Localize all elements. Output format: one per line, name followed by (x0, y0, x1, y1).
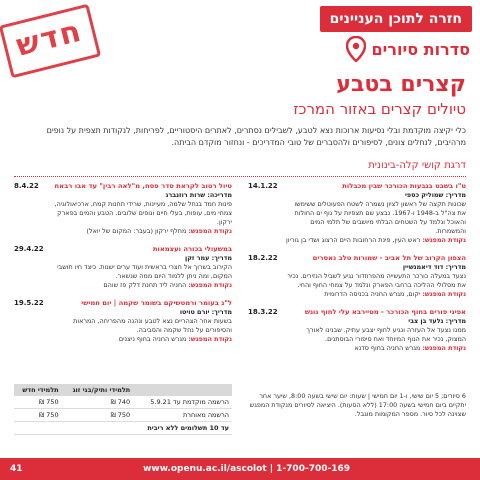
table-cell: עד 10 תשלומים ללא ריבית (133, 422, 232, 435)
table-cell: 750 ₪ (14, 396, 62, 409)
tour-item (14, 182, 232, 236)
page-number: 41 (10, 464, 23, 474)
table-header: תלמידי חדש (14, 384, 62, 396)
difficulty-level: דרגת קושי קלה-בינונית (368, 160, 466, 171)
tour-guide: מדריכה: שרות רוזנברג (165, 191, 232, 199)
tour-title: אפיגי פורים בחוף הכורכר - מטיירבא עלי לחוף נוגש (304, 308, 466, 316)
location-pin-icon (346, 36, 366, 62)
course-notes: 6 סיורים; 5 יום שישי, ו-1 יום חמישי | שעות: יום שישי בשעה 8:00, שיער אחר יתקיים ביום חמישי בשעה 17:00 (ללא הסעות). היציאה לסיורים מנקודת המפגש שצוינה לכל סיור. מספר המקומות מוגבל. (249, 392, 466, 418)
tour-meeting-point: נקודת המפגש: מחלף ירקון (בעבר: המקום של יואל) (86, 227, 232, 235)
tour-meeting-point: נקודת המפגש: מגרש החניה בחוף סדנא (354, 344, 466, 352)
tour-date: 18.3.22 (248, 308, 278, 316)
table-cell (62, 422, 134, 435)
tour-date: 14.1.22 (248, 182, 278, 190)
tour-guide: מדריך: דוד דיאמנשיין (402, 263, 466, 271)
price-table (14, 384, 232, 435)
table-cell: 740 ₪ (62, 396, 134, 409)
tour-item (248, 182, 466, 245)
tour-item (248, 254, 466, 299)
footer-contact-link[interactable]: www.openu.ac.il/ascolot | 1-700-700-169 (143, 464, 350, 474)
tour-guide: מדריך: יורם טויטו (179, 308, 232, 316)
footer (0, 458, 480, 480)
tour-date: 29.4.22 (14, 245, 44, 253)
section-header (346, 36, 470, 62)
table-cell: 750 ₪ (14, 409, 62, 422)
table-header (133, 384, 232, 396)
tour-guide: מדריך: גלעד בן צבי (408, 317, 466, 325)
tour-guide: מדריך: עמר זקן (185, 254, 232, 262)
tour-title: במשעולי בכורה ועצמאות (152, 245, 232, 253)
tour-meeting-point: נקודת המפגש: יקום, מגרש החניה בכניסה הדרומית (324, 290, 466, 298)
tour-item (14, 299, 232, 344)
section-label: סדרות סיורים (371, 39, 470, 59)
tour-title: הצפון הקרוב של תל אביב - שמורות טלב נאסרים (312, 254, 466, 262)
tour-guide: מדריך: שמוליק כספי (405, 191, 466, 199)
tours-column-right (248, 182, 466, 362)
new-stamp: חדש (0, 4, 101, 79)
table-header-row (14, 384, 232, 396)
tour-date: 8.4.22 (14, 182, 39, 190)
table-row (14, 396, 232, 409)
tour-item (248, 308, 466, 353)
tour-description: פינות חמד בנחל שלמה, מעיינות, שרידי תחנות קמח, ארכיאולוגיה, צמחי מים, עופות, בעלי חיים ונופים שלובים. הטבע והמים בפארק ירקון. (54, 200, 232, 226)
table-cell (14, 422, 62, 435)
tour-description: נצעד במעלה כורכר התעשייה מהפרוזדור נגיע לשביל הנזירים. נכיר את מסלולי ההליכה ברחבי הפארק ונלמד על צמחי החוף והחי. (287, 272, 466, 289)
tours-column-left (14, 182, 232, 353)
tour-meeting-point: נקודת המפגש: מגרש החניה בחוף ניצנים (118, 335, 232, 343)
tour-meeting-point: נקודת המפגש: החניה ליד תחנת דלק פז שוהם (103, 281, 232, 289)
table-cell: הרשמה מוקדמת עד 5.9.21 (133, 396, 232, 409)
table-row (14, 409, 232, 422)
table-header: תלמידי ותיק/בני זוג (62, 384, 134, 396)
table-cell: 750 ₪ (62, 409, 134, 422)
tour-description: בשעות אחר הצהריים נצא לטבע ונהנה מהפריחה, המראות והסיפורים על נחל שקמה והסביבה. (73, 317, 232, 334)
tour-description: ממנו נצעד אל העזרה ונגיע לחוף יצבע עתיק. שבנינו לאורך המצוק, נכיר את הנוף המיוחד ואת סיפורי הבוסתנים. (306, 326, 466, 343)
tour-title: טיול רטוב לקראת סדר פסח, מ"לאה רבין" עד אבו רבאח (54, 182, 232, 190)
table-row (14, 422, 232, 435)
page-title: קצרים בטבע (336, 72, 466, 97)
tour-date: 19.5.22 (14, 299, 44, 307)
tour-title: ל"ג בעומר ורמטשיקם בשומר שקמה | יום חמישי (81, 299, 232, 307)
page-subtitle: טיולים קצרים באזור המרכז (293, 100, 466, 118)
intro-paragraph: כלי יקיצה מוקדמת ובלי נסיעות ארוכות נצא לטבע, לשבילים נסתרים, לאתרים היסטוריים, לפריחות, לנקודות תצפית על נופים מרהיבים, לנחלים צונים, לסיפורים ולהסברים של טובי המדריכים - ונחזור מוקדם הביתה. (46, 126, 466, 147)
table-cell: הרשמה מאוחרת (133, 409, 232, 422)
tour-meeting-point: נקודת המפגש: ראש העין, פינת הרחובות היים הרצוג ושדי בן גוריון (286, 236, 466, 244)
tour-item (14, 245, 232, 290)
tour-description: שכונות תקצה של ראשון לציון נשמרה לשטח הפעוטלים ששימשו את צה"ל ב-1948 ו-1967. נבצע שם תצפיות על נוף ים החולות והאוכל ונלמד על השטחים הבלתי מיושבים של תלמי המים והמשמרות. (294, 200, 466, 235)
tour-description: הקירוב בשרוך אל חצרי בראשית ועוד ערים ישנות. כיצד חיו תושבי המקום, ומה ניתן ללמוד היום ממה שנשאר. (57, 263, 232, 280)
divider (14, 176, 466, 177)
tour-date: 18.2.22 (248, 254, 278, 262)
back-to-contents-button[interactable]: חזרה לתוכן העניינים (320, 6, 472, 32)
tour-title: ט"ו בשבט בגבעות הכורכר שבין מכבלות (342, 182, 466, 190)
